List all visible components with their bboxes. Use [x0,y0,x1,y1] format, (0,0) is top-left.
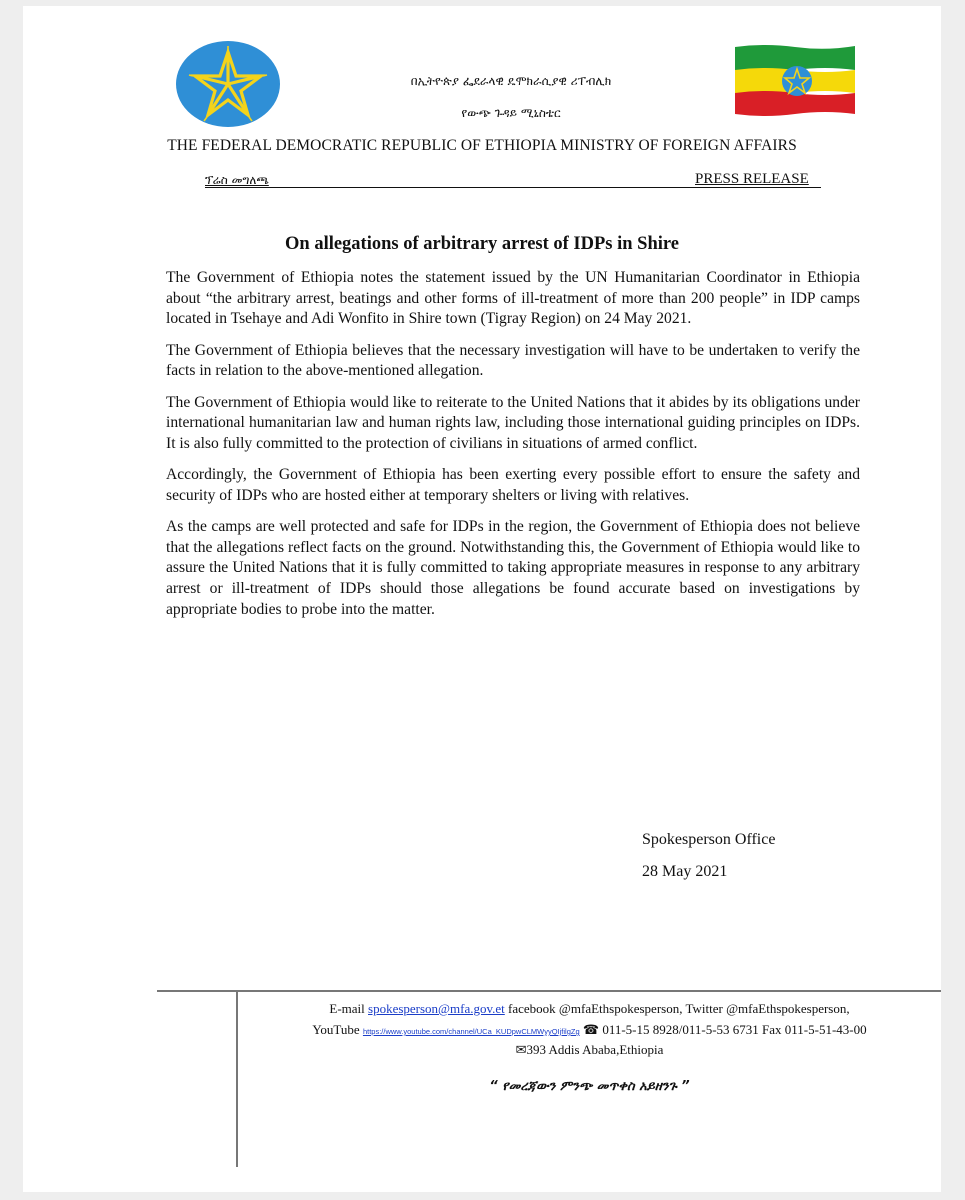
signature-office: Spokesperson Office [642,831,776,848]
paragraph: As the camps are well protected and safe for IDPs in the region, the Government of Ethiopia does not believe that the allegations reflect facts on the ground. Notwithstanding this, the Government of Ethiopia would like to assure the United Nations that it is fully committed to taking appropriate measures in response to any arbitrary arrest or ill-treatment of IDPs should those allegations be found accurate based on investigations by appropriate bodies to probe into the matter. [166,518,860,618]
youtube-label: YouTube [312,1022,360,1037]
press-release-label: PRESS RELEASE [695,171,809,187]
phone-numbers: 011-5-15 8928/011-5-53 6731 Fax 011-5-51-43-00 [602,1022,867,1037]
ministry-heading: THE FEDERAL DEMOCRATIC REPUBLIC OF ETHIOPIA MINISTRY OF FOREIGN AFFAIRS [167,137,797,154]
footer-address-line [238,1042,941,1058]
ethiopian-emblem-icon [175,40,281,128]
phone-icon: ☎ [582,1022,600,1037]
youtube-link[interactable]: https://www.youtube.com/channel/UCa_KUDpwCLMWyyQIjfilgZg [362,1027,580,1036]
amharic-republic-name: በኢትዮጵያ ፌደራላዊ ዴሞክራሲያዊ ሪፐብሊክ [410,74,612,88]
postal-address: 393 Addis Ababa,Ethiopia [526,1042,664,1057]
mail-icon: ✉ [515,1042,527,1057]
document-body [166,268,860,631]
paragraph: The Government of Ethiopia notes the statement issued by the UN Humanitarian Coordinator in Ethiopia about “the arbitrary arrest, beatings and other forms of ill-treatment of more than 200 people” in IDP camps located in Tsehaye and Adi Wonfito in Shire town (Tigray Region) on 24 May 2021. [166,269,860,328]
amharic-ministry-name: የውጭ ጉዳይ ሚኒስቴር [461,106,561,120]
document-page [23,6,941,1192]
paragraph: Accordingly, the Government of Ethiopia has been exerting every possible effort to ensure the safety and security of IDPs who are hosted either at temporary shelters or living with relatives. [166,466,860,504]
footer-youtube-line [238,1022,941,1038]
paragraph: The Government of Ethiopia would like to reiterate to the United Nations that it abides by its obligations under international humanitarian law and human rights law, including those international guiding principles on IDPs. It is also fully committed to the protection of civilians in situations of armed conflict. [166,393,860,452]
signature-date: 28 May 2021 [642,863,728,880]
document-title: On allegations of arbitrary arrest of IDPs in Shire [285,234,679,254]
social-handles: facebook @mfaEthspokesperson, Twitter @mfaEthspokesperson, [508,1001,850,1016]
paragraph: The Government of Ethiopia believes that the necessary investigation will have to be undertaken to verify the facts in relation to the above-mentioned allegation. [166,341,860,380]
press-release-amharic: ፕሬስ መግለጫ [205,173,269,187]
footer-divider-horizontal [157,990,941,992]
email-link[interactable]: spokesperson@mfa.gov.et [368,1001,505,1016]
ethiopia-flag-icon [735,44,855,116]
email-label: E-mail [329,1001,365,1016]
footer-motto: “ የመረጃውን ምንጭ መጥቀስ አይዘንጉ ” [489,1079,690,1094]
footer-contact-line [238,1001,941,1017]
